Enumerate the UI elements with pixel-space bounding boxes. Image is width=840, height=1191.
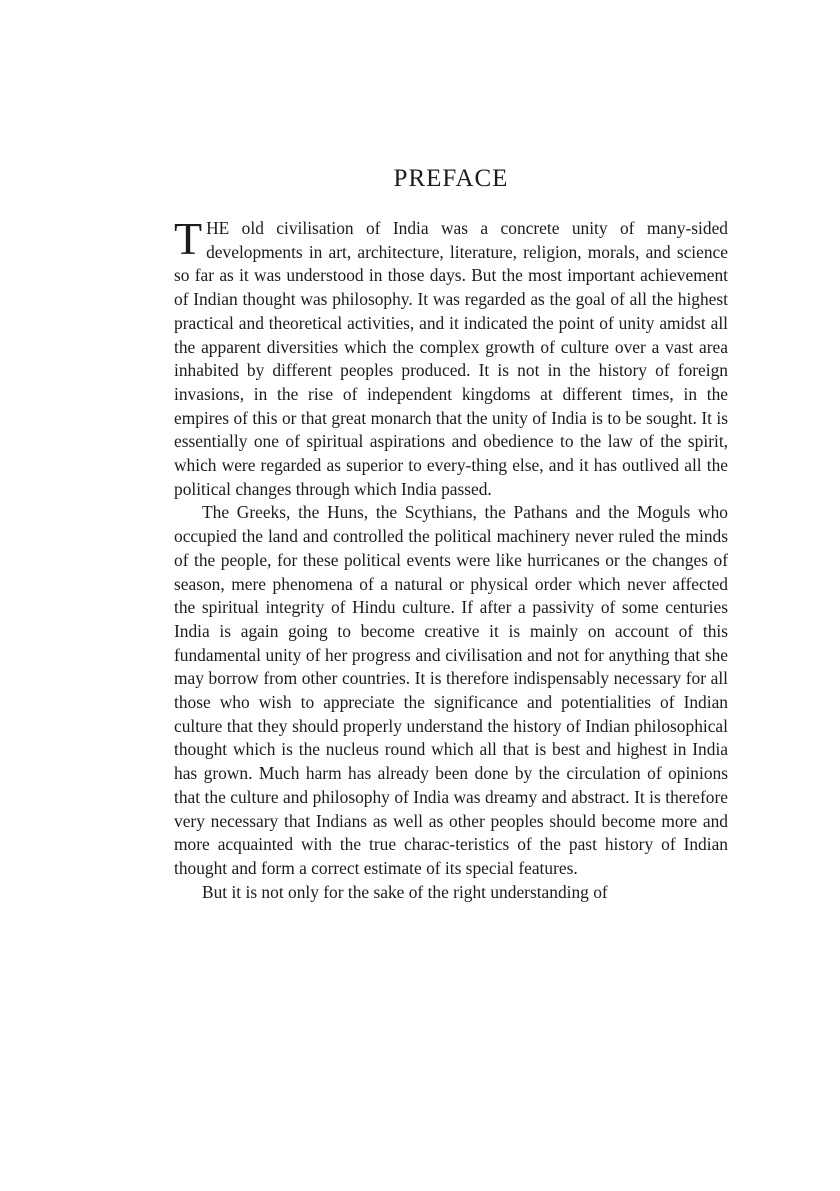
paragraph-3: But it is not only for the sake of the right understanding of xyxy=(202,881,608,902)
page-title: PREFACE xyxy=(393,165,509,192)
paragraph-1-text: HE old civilisation of India was a concrete unity of many-sided developments in art, architecture, literature, religion, morals, and science so far as it was understood in those days. But the most important achievement of Indian thought was philosophy. It was regarded as the goal of all the highest practical and theoretical activities, and it indicated the point of unity amidst all the apparent diversities which the complex growth of culture over a vast area inhabited by different peoples produced. It is not in the history of foreign invasions, in the rise of independent kingdoms at different times, in the empires of this or that great monarch that the unity of India is to be sought. It is essentially one of spiritual aspirations and obedience to the law of the spirit, which were regarded as superior to every-thing else, and it has outlived all the political changes through which India passed. xyxy=(174,218,728,499)
drop-cap: T xyxy=(174,213,203,264)
paragraph-2: The Greeks, the Huns, the Scythians, the Pathans and the Moguls who occupied the land and controlled the political machinery never ruled the minds of the people, for these political events were like hurricanes or the changes of season, mere phenomena of a natural or physical order which never affected the spiritual integrity of Hindu culture. If after a passivity of some centuries India is again going to become creative it is mainly on account of this fundamental unity of her progress and civilisation and not for anything that she may borrow from other countries. It is therefore indispensably necessary for all those who wish to appreciate the significance and potentialities of Indian culture that they should properly understand the history of Indian philosophical thought which is the nucleus round which all that is best and highest in India has grown. Much harm has already been done by the circulation of opinions that the culture and philosophy of India was dreamy and abstract. It is therefore very necessary that Indians as well as other peoples should become more and more acquainted with the true charac-teristics of the past history of Indian thought and form a correct estimate of its special features. xyxy=(174,502,728,878)
paragraph-1 xyxy=(174,213,728,501)
page xyxy=(174,163,728,904)
